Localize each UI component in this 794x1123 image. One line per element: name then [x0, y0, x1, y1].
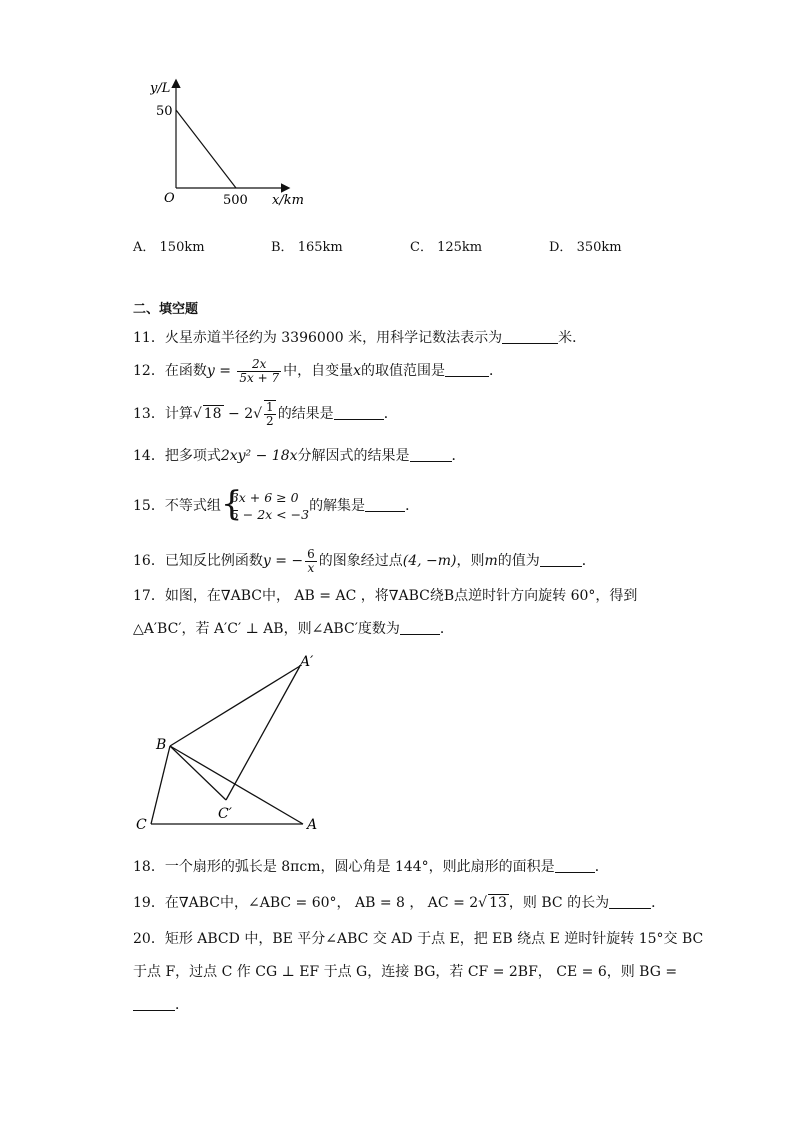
- inequality-system: { 3x + 6 ≥ 0 5 − 2x < −3: [220, 484, 310, 524]
- segment-B-C: [151, 746, 170, 824]
- origin-label: O: [164, 191, 175, 206]
- graph-line: [176, 110, 236, 188]
- answer-blank-15[interactable]: [365, 497, 405, 512]
- answer-blank-16[interactable]: [540, 552, 582, 567]
- label-A-prime: A′: [300, 654, 314, 670]
- option-d[interactable]: D． 350km: [549, 240, 622, 255]
- answer-blank-14[interactable]: [410, 447, 452, 462]
- question-20-line3: ．: [133, 995, 189, 1015]
- segment-B-A-prime: [170, 666, 300, 746]
- label-B: B: [156, 737, 167, 753]
- question-20-line1: 20．矩形 ABCD 中，BE 平分∠ABC 交 AD 于点 E，把 EB 绕点 E 逆时针旋转 15°交 BC: [133, 931, 704, 947]
- x-tick-label: 500: [223, 193, 248, 208]
- question-14: 14．把多项式2xy² − 18x分解因式的结果是 ．: [133, 448, 466, 464]
- question-16: 16．已知反比例函数y = − $\frac{6}{x}$ 的图象经过点(4, −m)，则m的值为 ．: [133, 546, 596, 575]
- fraction-16: $\frac{6}{x}$: [307, 546, 315, 575]
- answer-blank-13[interactable]: [334, 405, 384, 420]
- distance-volume-graph: [150, 75, 310, 210]
- x-axis-label: x/km: [272, 193, 304, 208]
- question-11: 11．火星赤道半径约为 3396000 米，用科学记数法表示为 米．: [133, 330, 587, 346]
- answer-blank-11[interactable]: [502, 329, 558, 344]
- segment-B-A: [170, 746, 303, 824]
- answer-blank-18[interactable]: [555, 858, 595, 873]
- y-tick-label: 50: [156, 104, 173, 119]
- label-A: A: [307, 817, 318, 833]
- question-12: 12．在函数y = $\frac{2x}{5x + 7}$ 中，自变量x的取值范围是 ．: [133, 356, 504, 385]
- option-c[interactable]: C． 125km: [410, 240, 483, 255]
- option-b[interactable]: B． 165km: [271, 240, 343, 255]
- answer-blank-12[interactable]: [445, 362, 489, 377]
- y-axis-label: y/L: [150, 81, 171, 96]
- question-17-line2: △A′BC′，若 A′C′ ⊥ AB，则∠ABC′度数为 ．: [133, 621, 454, 637]
- section-title: 二、填空题: [133, 302, 199, 317]
- segment-A-prime-C-prime: [226, 666, 300, 800]
- label-C-prime: C′: [218, 806, 232, 822]
- label-C: C: [136, 817, 147, 833]
- fraction-13: $\frac{1}{2}$: [266, 400, 274, 428]
- answer-blank-20[interactable]: [133, 996, 175, 1011]
- question-18: 18．一个扇形的弧长是 8πcm，圆心角是 144°，则此扇形的面积是 ．: [133, 859, 609, 875]
- answer-blank-17[interactable]: [400, 620, 440, 635]
- answer-blank-19[interactable]: [609, 894, 651, 909]
- question-19: 19．在∇ABC中，∠ABC = 60°， AB = 8 ， AC = 2√ 13 ，则 BC 的长为 ．: [133, 895, 666, 911]
- question-13: 13．计算√ 18 − 2√ $\frac{1}{2}$ 的结果是 ．: [133, 400, 398, 428]
- fraction-12: $\frac{2x}{5x + 7}$: [239, 356, 280, 385]
- question-15: 15．不等式组 { 3x + 6 ≥ 0 5 − 2x < −3 的解集是 ．: [133, 484, 420, 524]
- triangle-rotation-figure: [130, 650, 330, 840]
- question-20-line2: 于点 F，过点 C 作 CG ⊥ EF 于点 G，连接 BG，若 CF = 2BF， CE = 6，则 BG =: [133, 964, 678, 980]
- question-17-line1: 17．如图，在∇ABC中， AB = AC ，将∇ABC绕B点逆时针方向旋转 60°，得到: [133, 588, 638, 604]
- segment-B-C-prime: [170, 746, 226, 800]
- option-a[interactable]: A． 150km: [133, 240, 205, 255]
